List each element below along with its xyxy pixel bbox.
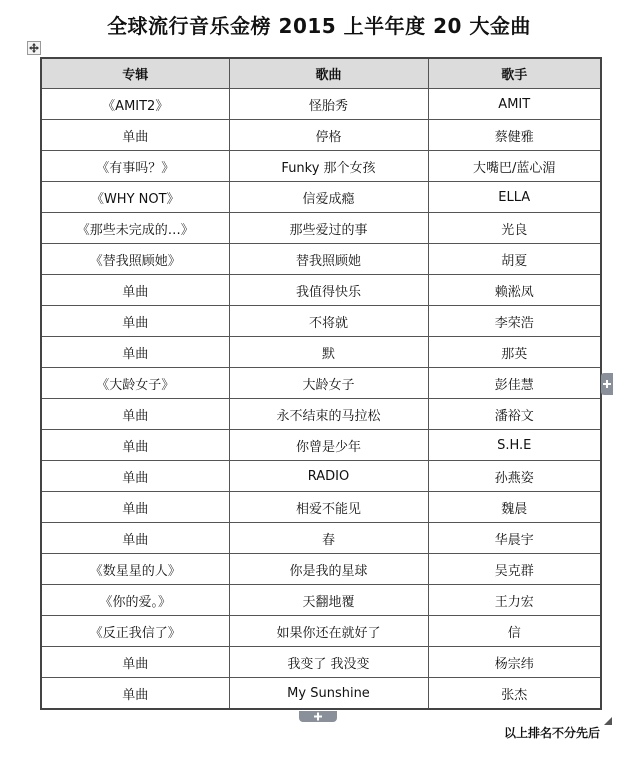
album-cell: 《那些未完成的…》 xyxy=(41,213,229,244)
page-title: 全球流行音乐金榜 2015 上半年度 20 大金曲 xyxy=(107,14,531,38)
song-cell: 替我照顾她 xyxy=(229,244,428,275)
table-row xyxy=(41,523,601,554)
artist-cell: 胡夏 xyxy=(428,244,601,275)
album-cell: 单曲 xyxy=(41,647,229,678)
artist-cell: 孙燕姿 xyxy=(428,461,601,492)
footnote: 以上排名不分先后 xyxy=(503,726,600,740)
artist-cell: 王力宏 xyxy=(428,585,601,616)
table-move-handle-icon[interactable] xyxy=(27,41,41,55)
album-cell: 单曲 xyxy=(41,492,229,523)
song-cell: 信爱成瘾 xyxy=(229,182,428,213)
song-cell: 你曾是少年 xyxy=(229,430,428,461)
artist-cell: 潘裕文 xyxy=(428,399,601,430)
table-row xyxy=(41,151,601,182)
header-artist: 歌手 xyxy=(428,58,601,89)
song-cell: 默 xyxy=(229,337,428,368)
table-row xyxy=(41,647,601,678)
table-row xyxy=(41,492,601,523)
table-row xyxy=(41,461,601,492)
song-cell: 我值得快乐 xyxy=(229,275,428,306)
song-cell: 不将就 xyxy=(229,306,428,337)
artist-cell: 杨宗纬 xyxy=(428,647,601,678)
header-album: 专辑 xyxy=(41,58,229,89)
table-row xyxy=(41,244,601,275)
album-cell: 单曲 xyxy=(41,306,229,337)
album-cell: 单曲 xyxy=(41,461,229,492)
table-row xyxy=(41,337,601,368)
album-cell: 单曲 xyxy=(41,120,229,151)
artist-cell: 吴克群 xyxy=(428,554,601,585)
song-cell: 天翻地覆 xyxy=(229,585,428,616)
album-cell: 单曲 xyxy=(41,275,229,306)
table-row xyxy=(41,585,601,616)
album-cell: 单曲 xyxy=(41,430,229,461)
table-row xyxy=(41,678,601,710)
song-cell: 你是我的星球 xyxy=(229,554,428,585)
table-row xyxy=(41,275,601,306)
artist-cell: 光良 xyxy=(428,213,601,244)
artist-cell: 张杰 xyxy=(428,678,601,710)
album-cell: 单曲 xyxy=(41,337,229,368)
song-cell: 永不结束的马拉松 xyxy=(229,399,428,430)
table-row xyxy=(41,213,601,244)
table-row xyxy=(41,616,601,647)
add-column-button[interactable] xyxy=(601,373,613,395)
album-cell: 《替我照顾她》 xyxy=(41,244,229,275)
artist-cell: 那英 xyxy=(428,337,601,368)
table-row xyxy=(41,430,601,461)
album-cell: 单曲 xyxy=(41,399,229,430)
album-cell: 《AMIT2》 xyxy=(41,89,229,120)
table-row xyxy=(41,306,601,337)
table-row xyxy=(41,399,601,430)
song-cell: RADIO xyxy=(229,461,428,492)
song-cell: 相爱不能见 xyxy=(229,492,428,523)
album-cell: 《反正我信了》 xyxy=(41,616,229,647)
table-row xyxy=(41,182,601,213)
artist-cell: 华晨宇 xyxy=(428,523,601,554)
artist-cell: S.H.E xyxy=(428,430,601,461)
artist-cell: 信 xyxy=(428,616,601,647)
artist-cell: AMIT xyxy=(428,89,601,120)
song-cell: Funky 那个女孩 xyxy=(229,151,428,182)
artist-cell: 李荣浩 xyxy=(428,306,601,337)
resize-corner-icon[interactable] xyxy=(603,711,613,721)
song-cell: 停格 xyxy=(229,120,428,151)
album-cell: 单曲 xyxy=(41,523,229,554)
song-cell: 如果你还在就好了 xyxy=(229,616,428,647)
album-cell: 《数星星的人》 xyxy=(41,554,229,585)
album-cell: 《WHY NOT》 xyxy=(41,182,229,213)
artist-cell: 赖淞凤 xyxy=(428,275,601,306)
songs-table xyxy=(40,57,602,710)
artist-cell: 彭佳慧 xyxy=(428,368,601,399)
album-cell: 《大龄女子》 xyxy=(41,368,229,399)
table-row xyxy=(41,120,601,151)
header-song: 歌曲 xyxy=(229,58,428,89)
song-cell: 春 xyxy=(229,523,428,554)
table-row xyxy=(41,554,601,585)
album-cell: 《有事吗？》 xyxy=(41,151,229,182)
album-cell: 《你的爱。》 xyxy=(41,585,229,616)
album-cell: 单曲 xyxy=(41,678,229,710)
add-row-button[interactable] xyxy=(299,711,337,722)
song-cell: 怪胎秀 xyxy=(229,89,428,120)
artist-cell: 大嘴巴/蓝心湄 xyxy=(428,151,601,182)
table-row xyxy=(41,89,601,120)
table-row xyxy=(41,368,601,399)
artist-cell: 蔡健雅 xyxy=(428,120,601,151)
table-header-row xyxy=(41,58,601,89)
song-cell: 我变了 我没变 xyxy=(229,647,428,678)
artist-cell: ELLA xyxy=(428,182,601,213)
artist-cell: 魏晨 xyxy=(428,492,601,523)
song-cell: 大龄女子 xyxy=(229,368,428,399)
song-cell: My Sunshine xyxy=(229,678,428,710)
song-cell: 那些爱过的事 xyxy=(229,213,428,244)
